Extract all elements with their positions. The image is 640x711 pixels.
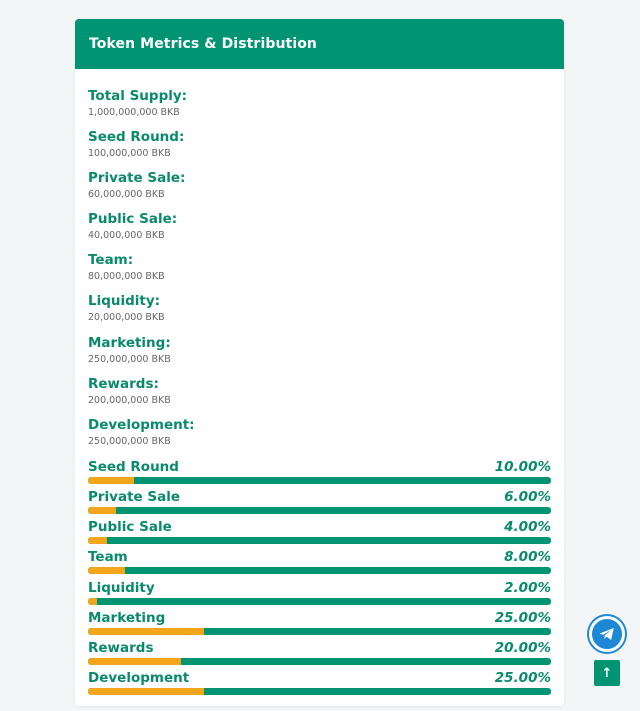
distribution-label: Public Sale [88,519,172,536]
metric-value: 60,000,000 BKB [88,189,165,201]
progress-bar-fill [88,507,116,514]
progress-bar-fill [88,688,204,695]
distribution-percent: 25.00% [494,670,551,687]
telegram-button[interactable] [589,616,625,652]
distribution-item [88,670,551,700]
metric-item [88,210,551,251]
card-title: Token Metrics & Distribution [89,36,318,52]
metric-item [88,128,551,169]
metric-label: Marketing: [88,334,171,351]
distribution-header [88,549,551,566]
distribution-percent: 8.00% [504,549,551,566]
distribution-label: Marketing [88,609,166,626]
distribution-label: Liquidity [88,579,155,596]
distribution-percent: 4.00% [504,519,551,536]
metric-label: Rewards: [88,375,159,392]
metric-value: 200,000,000 BKB [88,394,171,406]
distribution-header [88,580,551,597]
distribution-header [88,489,551,506]
progress-bar-fill [88,598,97,605]
distribution-header [88,459,551,476]
distribution-item [88,580,551,610]
metric-label: Public Sale: [88,211,178,228]
distribution-item [88,519,551,549]
token-metrics-card [75,19,564,706]
progress-bar-fill [88,567,125,574]
telegram-icon [598,625,616,643]
distribution-header [88,640,551,657]
metrics-list [88,87,551,457]
distribution-header [88,670,551,687]
metric-value: 20,000,000 BKB [88,312,165,324]
metric-label: Private Sale: [88,170,186,187]
progress-bar [88,628,551,635]
distribution-percent: 20.00% [494,639,551,656]
metric-label: Seed Round: [88,129,185,146]
scroll-top-button[interactable] [594,660,620,686]
metric-value: 250,000,000 BKB [88,353,171,365]
progress-bar [88,507,551,514]
card-header [75,19,564,69]
metric-value: 40,000,000 BKB [88,230,165,242]
distribution-percent: 10.00% [494,458,551,475]
distribution-list [88,459,551,701]
distribution-item [88,610,551,640]
metric-item [88,169,551,210]
distribution-header [88,519,551,536]
distribution-label: Rewards [88,639,154,656]
progress-bar-fill [88,537,107,544]
metric-value: 100,000,000 BKB [88,148,171,160]
distribution-header [88,610,551,627]
progress-bar [88,688,551,695]
distribution-item [88,459,551,489]
distribution-percent: 6.00% [504,489,551,506]
progress-bar [88,598,551,605]
metric-label: Team: [88,252,134,269]
metric-value: 80,000,000 BKB [88,271,165,283]
metric-item [88,334,551,375]
metric-value: 250,000,000 BKB [88,435,171,447]
arrow-up-icon: ↑ [601,665,613,681]
metric-item [88,416,551,457]
distribution-percent: 2.00% [504,579,551,596]
progress-bar [88,567,551,574]
distribution-item [88,549,551,579]
metric-item [88,375,551,416]
metric-label: Liquidity: [88,293,161,310]
distribution-label: Team [88,549,128,566]
progress-bar [88,537,551,544]
metric-label: Development: [88,416,195,433]
distribution-label: Development [88,670,190,687]
distribution-percent: 25.00% [494,609,551,626]
progress-bar-fill [88,477,134,484]
distribution-item [88,640,551,670]
metric-item [88,251,551,292]
metric-value: 1,000,000,000 BKB [88,107,180,118]
distribution-label: Private Sale [88,489,181,506]
progress-bar-fill [88,658,181,665]
progress-bar [88,477,551,484]
metric-item [88,292,551,333]
metric-label: Total Supply: [88,88,188,104]
card-body [75,69,564,700]
distribution-label: Seed Round [88,458,179,475]
metric-item [88,87,551,128]
progress-bar-fill [88,628,204,635]
progress-bar [88,658,551,665]
distribution-item [88,489,551,519]
